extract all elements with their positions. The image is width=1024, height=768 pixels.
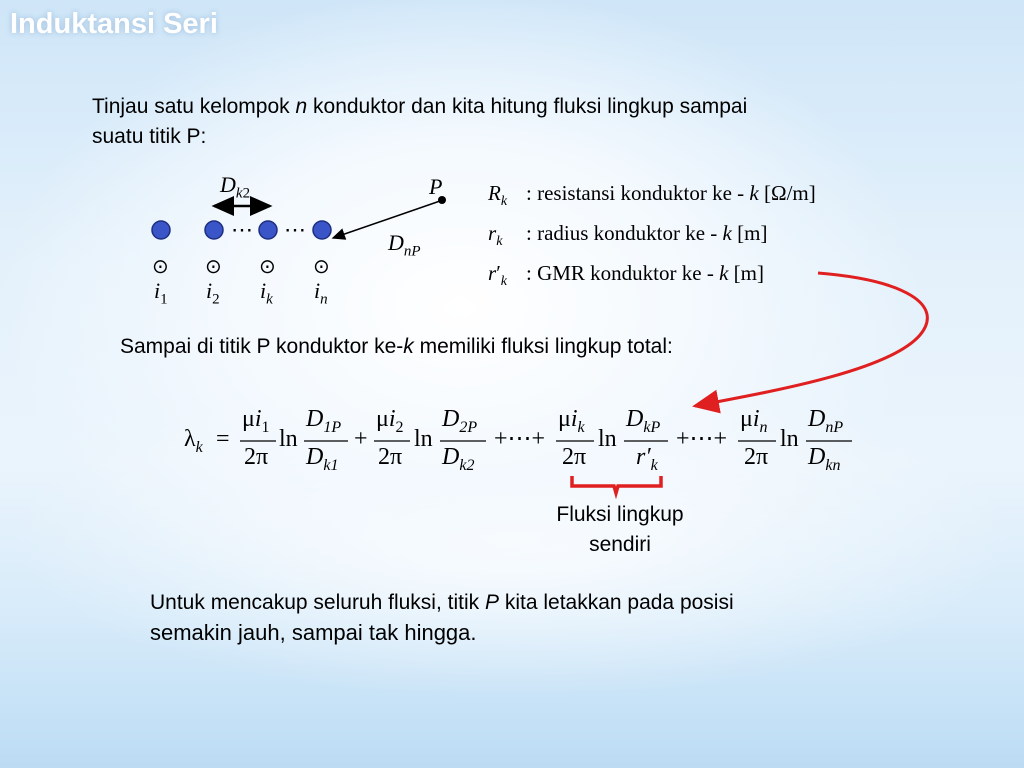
termn-denominator: 2π	[744, 444, 769, 470]
current-label-n: $i_n$	[314, 278, 328, 308]
conductor-k	[259, 221, 277, 239]
equation-lhs: $\lambda_k$	[184, 426, 203, 456]
ellipsis-left: ⋯	[231, 217, 253, 242]
self-flux-callout	[540, 500, 700, 560]
conductor-n	[313, 221, 331, 239]
termk-log-numerator: $D_{kP}$	[626, 406, 661, 436]
definition-gmr: $r'_k$ : GMR konduktor ke - k [m]	[488, 261, 764, 290]
term2-ln: ln	[414, 426, 433, 452]
slide-title: Induktansi Seri	[10, 8, 218, 40]
plus-1: +	[354, 426, 368, 452]
equation-equals: =	[216, 426, 230, 452]
definition-resistance: $R_k$ : resistansi konduktor ke - k [Ω/m]	[488, 181, 816, 210]
termk-denominator: 2π	[562, 444, 587, 470]
termn-numerator: $\mu i_n$	[740, 406, 768, 436]
termn-log-numerator: $D_{nP}$	[808, 406, 844, 436]
plus-dots-plus-1: +⋯+	[494, 426, 546, 452]
termk-ln: ln	[598, 426, 617, 452]
conductor-1	[152, 221, 170, 239]
term1-ln: ln	[279, 426, 298, 452]
term2-denominator: 2π	[378, 444, 403, 470]
current-label-2: $i_2$	[206, 278, 220, 308]
term2-log-numerator: $D_{2P}$	[442, 406, 478, 436]
flux-statement: Sampai di titik P konduktor ke-k memiliki fluksi lingkup total:	[120, 335, 673, 358]
ellipsis-right: ⋯	[284, 217, 306, 242]
term1-numerator: $\mu i_1$	[242, 406, 270, 436]
termn-ln: ln	[780, 426, 799, 452]
intro-line1-post: konduktor dan kita hitung fluksi lingkup sampai	[307, 95, 748, 118]
term2-numerator: $\mu i_2$	[376, 406, 404, 436]
current-dot-k: ⊙	[259, 256, 276, 278]
conductor-2	[205, 221, 223, 239]
definition-radius: $r_k$ : radius konduktor ke - k [m]	[488, 221, 768, 250]
current-dot-2: ⊙	[205, 256, 222, 278]
intro-line2: suatu titik P:	[92, 125, 207, 148]
current-label-1: $i_1$	[154, 278, 168, 308]
termn-log-denominator: $D_{kn}$	[808, 444, 841, 474]
term2-log-denominator: $D_{k2}$	[442, 444, 475, 474]
termk-log-denominator: $r'_k$	[636, 444, 658, 474]
current-label-k: $i_k$	[260, 278, 273, 308]
point-p-label: P	[429, 174, 443, 199]
callout-line2: sendiri	[589, 533, 651, 556]
term1-denominator: 2π	[244, 444, 269, 470]
termk-numerator: $\mu i_k$	[558, 406, 585, 436]
dnp-label: $D_{nP}$	[388, 230, 421, 260]
intro-line1-pre: Tinjau satu kelompok	[92, 95, 296, 118]
current-dot-n: ⊙	[313, 256, 330, 278]
current-dot-1: ⊙	[152, 256, 169, 278]
callout-line1: Fluksi lingkup	[556, 503, 684, 526]
term1-log-denominator: $D_{k1}$	[306, 444, 339, 474]
dnp-arrow	[333, 201, 440, 238]
intro-var-n: n	[295, 95, 308, 118]
dk2-label: $D_{k2}$	[220, 172, 251, 202]
plus-dots-plus-2: +⋯+	[676, 426, 728, 452]
term1-log-numerator: $D_{1P}$	[306, 406, 342, 436]
closing-text: Untuk mencakup seluruh fluksi, titik P kita letakkan pada posisi semakin jauh, sampai tak hingga.	[150, 591, 734, 645]
